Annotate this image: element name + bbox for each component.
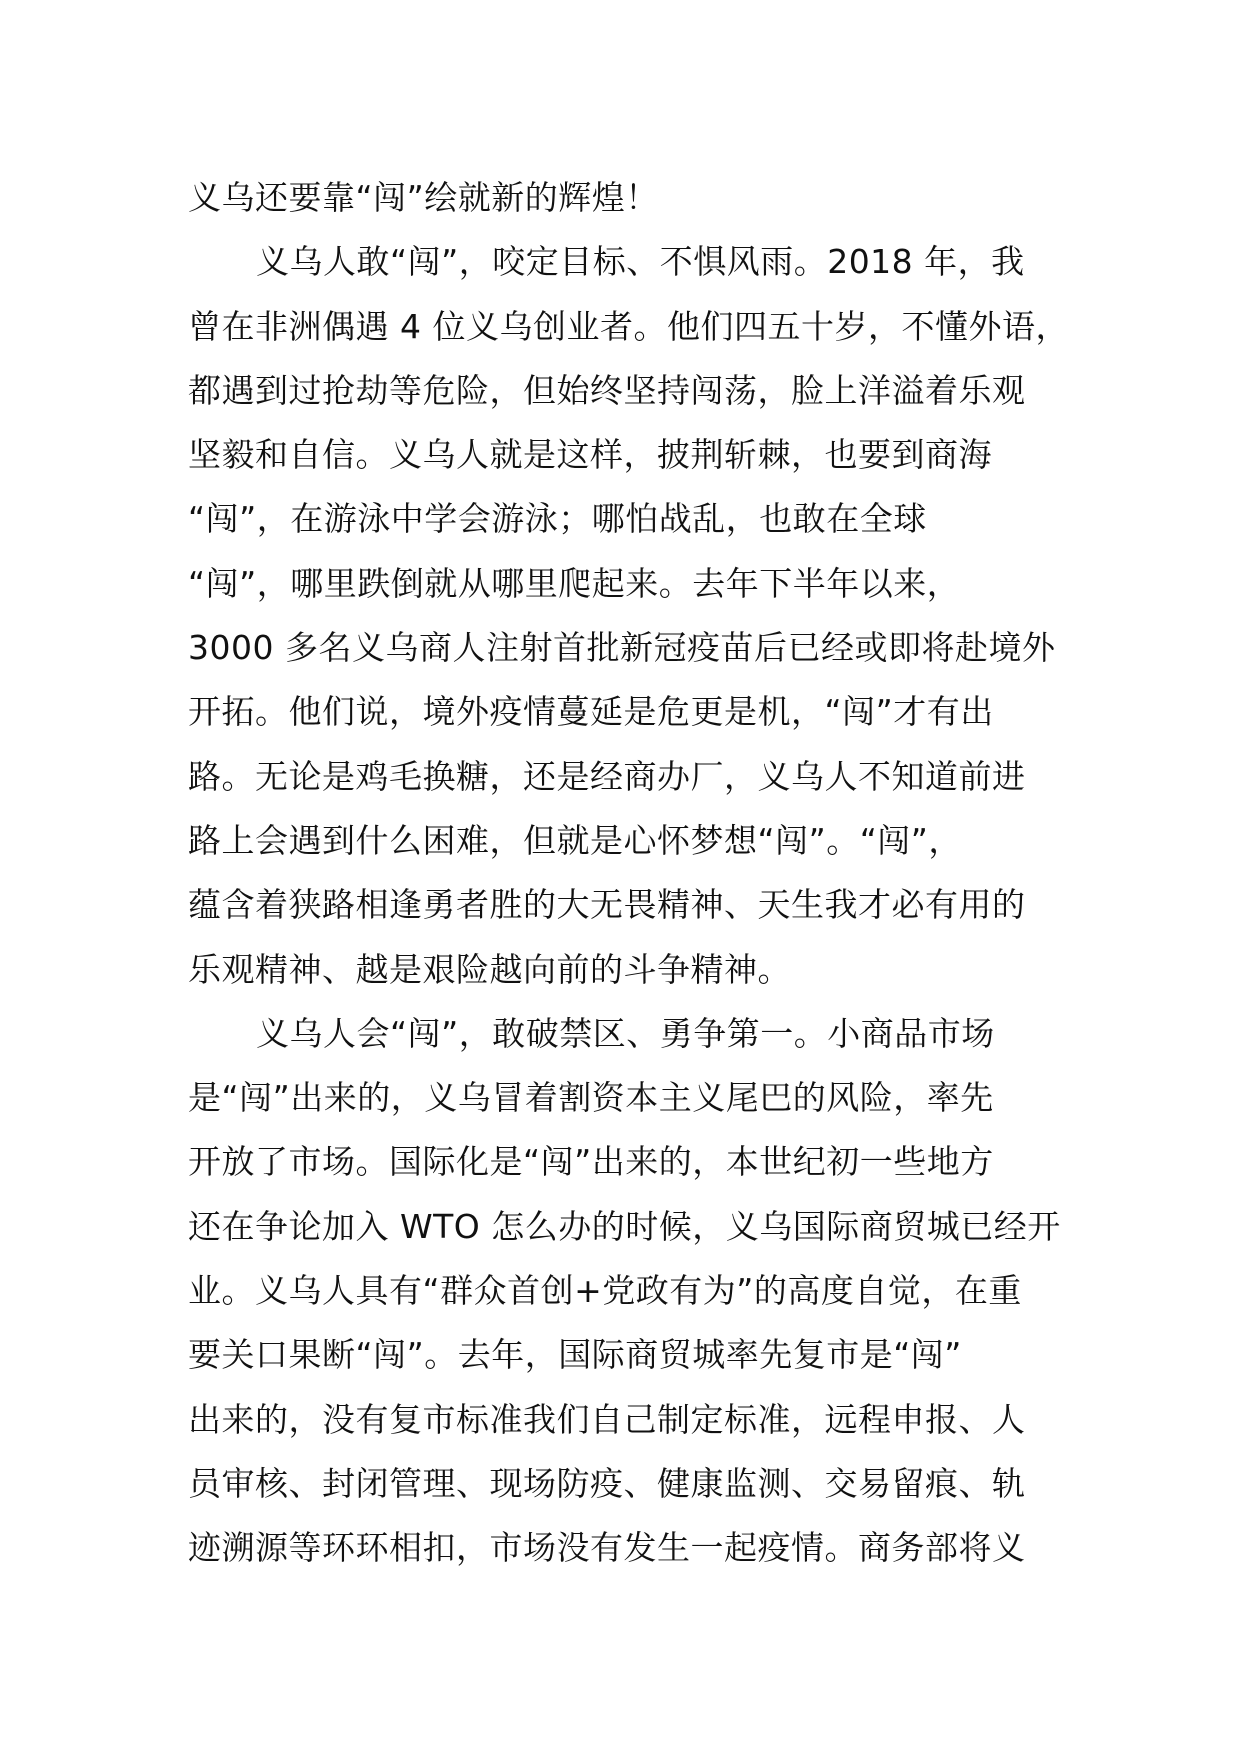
- document-body: [188, 166, 1068, 1581]
- text-line: 业。义乌人具有“群众首创+党政有为”的高度自觉，在重: [188, 1271, 1022, 1311]
- text-line: 都遇到过抢劫等危险，但始终坚持闯荡，脸上洋溢着乐观: [188, 370, 1026, 410]
- paragraph-start-line: 义乌人会“闯”，敢破禁区、勇争第一。小商品市场: [256, 1013, 995, 1053]
- text-line: 要关口果断“闯”。去年，国际商贸城率先复市是“闯”: [188, 1335, 962, 1375]
- text-line: 坚毅和自信。义乌人就是这样，披荆斩棘，也要到商海: [188, 435, 992, 475]
- text-line: 开放了市场。国际化是“闯”出来的，本世纪初一些地方: [188, 1142, 994, 1182]
- text-line: 路上会遇到什么困难，但就是心怀梦想“闯”。“闯”，: [188, 820, 962, 860]
- text-line: 蕴含着狭路相逢勇者胜的大无畏精神、天生我才必有用的: [188, 885, 1026, 925]
- text-line: 乐观精神、越是艰险越向前的斗争精神。: [188, 949, 791, 989]
- text-line: 出来的，没有复市标准我们自己制定标准，远程申报、人: [188, 1399, 1026, 1439]
- text-line: 开拓。他们说，境外疫情蔓延是危更是机，“闯”才有出: [188, 692, 994, 732]
- text-line: “闯”，在游泳中学会游泳；哪怕战乱，也敢在全球: [188, 499, 927, 539]
- paragraph-start-line: 义乌人敢“闯”，咬定目标、不惧风雨。2018 年，我: [256, 242, 1025, 282]
- text-line: 义乌还要靠“闯”绘就新的辉煌！: [188, 178, 659, 217]
- text-line: 员审核、封闭管理、现场防疫、健康监测、交易留痕、轨: [188, 1463, 1026, 1503]
- text-line: 迹溯源等环环相扣，市场没有发生一起疫情。商务部将义: [188, 1528, 1026, 1568]
- text-line: 是“闯”出来的，义乌冒着割资本主义尾巴的风险，率先: [188, 1078, 994, 1118]
- text-line: “闯”，哪里跌倒就从哪里爬起来。去年下半年以来，: [188, 563, 961, 603]
- text-line: 曾在非洲偶遇 4 位义乌创业者。他们四五十岁，不懂外语，: [188, 306, 1069, 346]
- text-line: 路。无论是鸡毛换糖，还是经商办厂，义乌人不知道前进: [188, 756, 1026, 796]
- text-line: 还在争论加入 WTO 怎么办的时候，义乌国际商贸城已经开: [188, 1206, 1061, 1246]
- text-line: 3000 多名义乌商人注射首批新冠疫苗后已经或即将赴境外: [188, 628, 1056, 668]
